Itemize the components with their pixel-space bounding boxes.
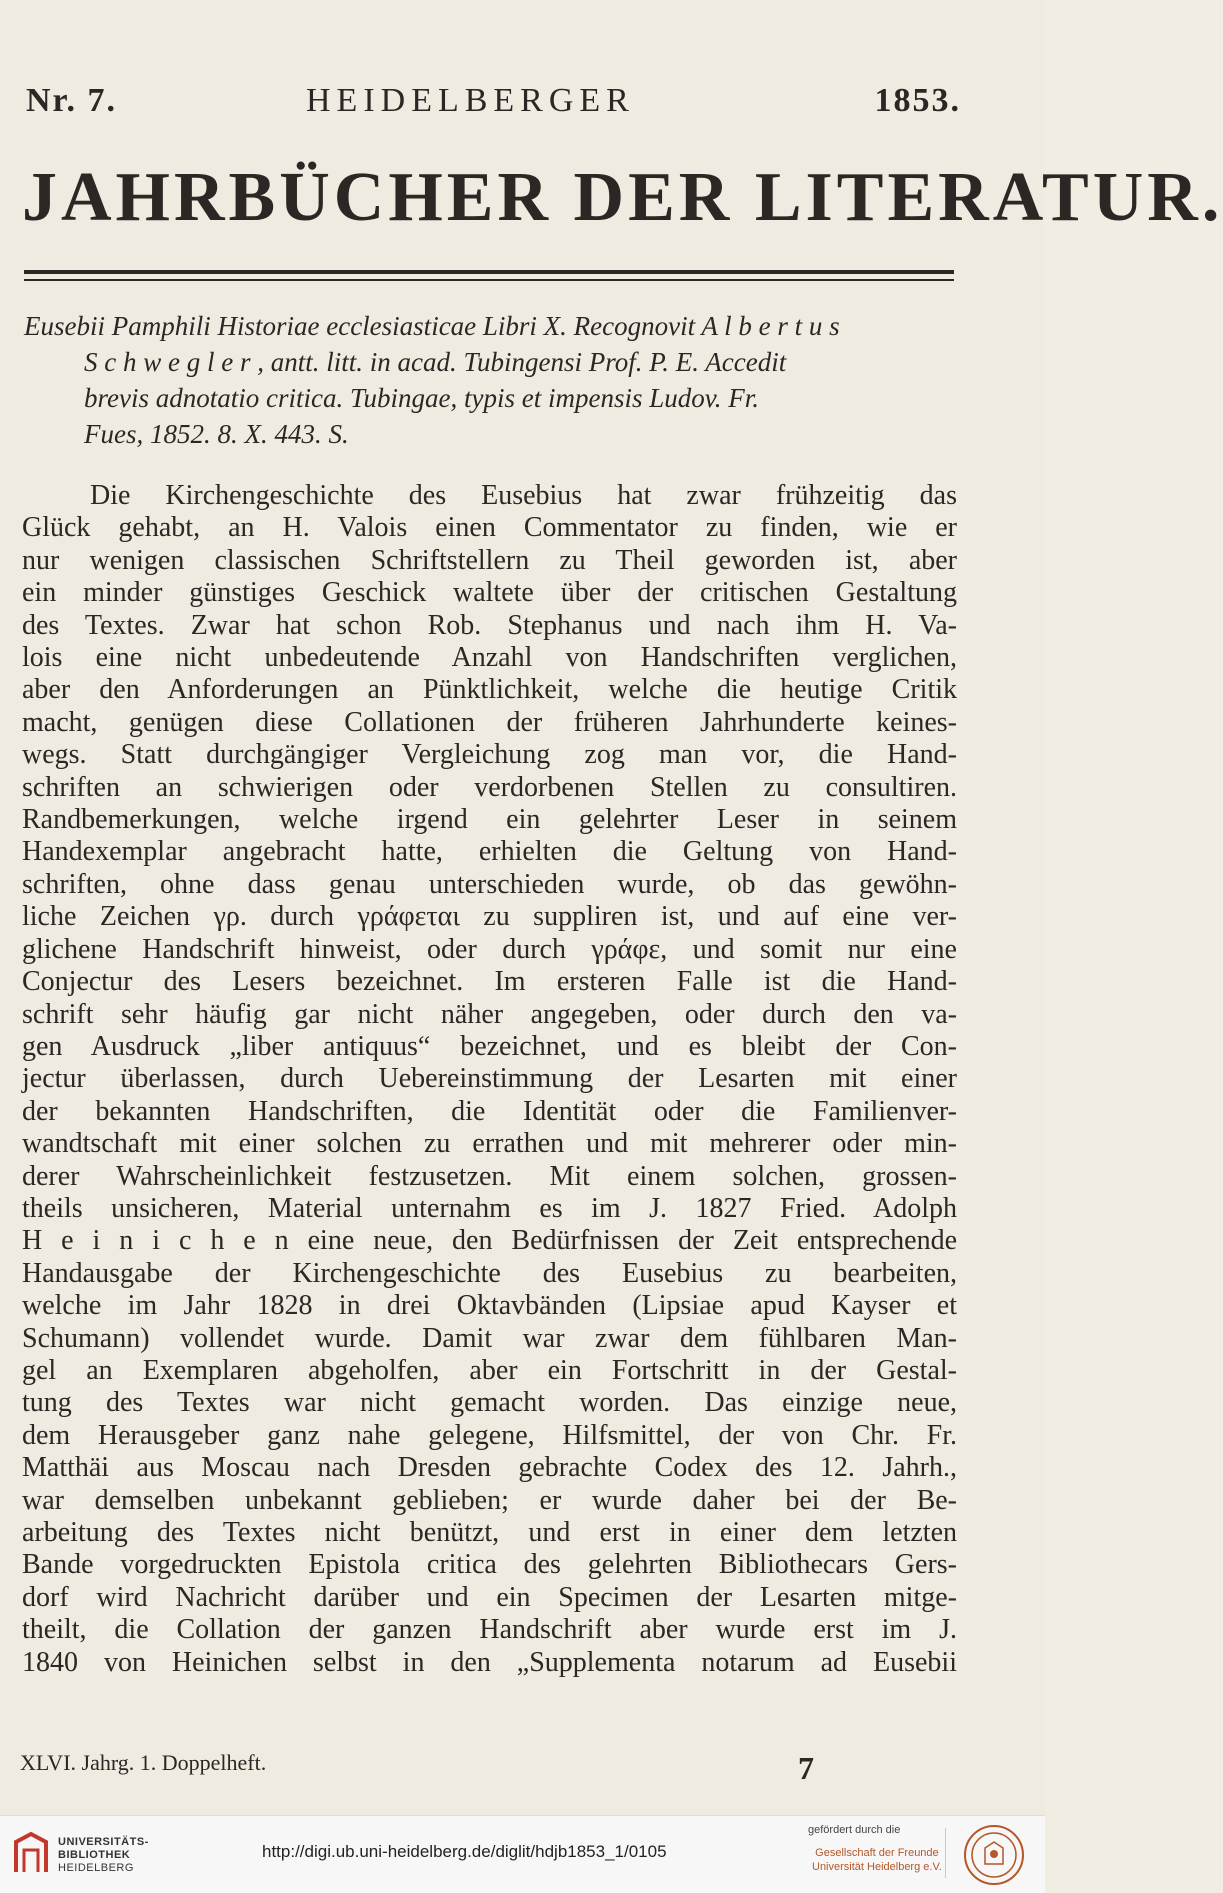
- society-name-line: Gesellschaft der Freunde: [815, 1847, 939, 1859]
- issue-number: Nr. 7.: [26, 82, 118, 119]
- body-line: wegs. Statt durchgängiger Vergleichung zog man vor, die Hand-: [22, 739, 957, 771]
- body-line: Matthäi aus Moscau nach Dresden gebrachte Codex des 12. Jahrh.,: [22, 1452, 957, 1484]
- body-line: Conjectur des Lesers bezeichnet. Im ersteren Falle ist die Hand-: [22, 966, 957, 998]
- body-line: nur wenigen classischen Schriftstellern zu Theil geworden ist, aber: [22, 544, 957, 576]
- divider: [945, 1828, 946, 1878]
- body-line: tung des Textes war nicht gemacht worden. Das einzige neue,: [22, 1387, 957, 1419]
- society-name: [812, 1846, 942, 1874]
- body-line: gel an Exemplaren abgeholfen, aber ein Fortschritt in der Gestal-: [22, 1354, 957, 1386]
- title-rule-thin: [24, 279, 954, 281]
- body-line: jectur überlassen, durch Uebereinstimmung der Lesarten mit einer: [22, 1063, 957, 1095]
- university-library-logo-icon: [12, 1832, 50, 1876]
- library-name-line: HEIDELBERG: [58, 1862, 134, 1874]
- publisher-name: HEIDELBERGER: [306, 82, 635, 119]
- body-line: H e i n i c h e n eine neue, den Bedürfnissen der Zeit entsprechende: [22, 1225, 957, 1257]
- university-seal-icon: [963, 1824, 1025, 1886]
- body-line: dorf wird Nachricht darüber und ein Specimen der Lesarten mitge-: [22, 1581, 957, 1613]
- article-body: [22, 480, 957, 1679]
- title-rule: [24, 270, 954, 274]
- library-name-line: UNIVERSITÄTS-: [58, 1836, 149, 1848]
- body-line: theils unsicheren, Material unternahm es im J. 1827 Fried. Adolph: [22, 1192, 957, 1224]
- citation-line: S c h w e g l e r , antt. litt. in acad. Tubingensi Prof. P. E. Accedit: [84, 347, 787, 377]
- citation-line: brevis adnotatio critica. Tubingae, typis et impensis Ludov. Fr.: [84, 383, 759, 413]
- body-line: Bande vorgedruckten Epistola critica des gelehrten Bibliothecars Gers-: [22, 1549, 957, 1581]
- citation-line: Eusebii Pamphili Historiae ecclesiasticae Libri X. Recognovit A l b e r t u s: [24, 311, 840, 341]
- body-line: glichene Handschrift hinweist, oder durch γράφε, und somit nur eine: [22, 933, 957, 965]
- journal-title: JAHRBÜCHER DER LITERATUR.: [22, 159, 1223, 236]
- page-url-link[interactable]: http://digi.ub.uni-heidelberg.de/diglit/hdjb1853_1/0105: [262, 1842, 667, 1861]
- body-line: dem Herausgeber ganz nahe gelegene, Hilfsmittel, der von Chr. Fr.: [22, 1419, 957, 1451]
- body-line: macht, genügen diese Collationen der früheren Jahrhunderte keines-: [22, 706, 957, 738]
- book-citation: [24, 308, 954, 452]
- funded-by-label: gefördert durch die: [808, 1824, 901, 1836]
- folio-number: 7: [798, 1750, 814, 1786]
- body-line: wandtschaft mit einer solchen zu errathen und mit mehrerer oder min-: [22, 1128, 957, 1160]
- body-line: der bekannten Handschriften, die Identität oder die Familienver-: [22, 1095, 957, 1127]
- issue-year: 1853.: [874, 82, 961, 119]
- library-name: [58, 1836, 149, 1875]
- body-line: theilt, die Collation der ganzen Handschrift aber wurde erst im J.: [22, 1614, 957, 1646]
- body-line: gen Ausdruck „liber antiquus“ bezeichnet, und es bleibt der Con-: [22, 1030, 957, 1062]
- body-line: arbeitung des Textes nicht benützt, und erst in einer dem letzten: [22, 1517, 957, 1548]
- body-line: Handexemplar angebracht hatte, erhielten die Geltung von Hand-: [22, 836, 957, 868]
- body-line: derer Wahrscheinlichkeit festzusetzen. Mit einem solchen, grossen-: [22, 1160, 957, 1192]
- body-line: 1840 von Heinichen selbst in den „Supplementa notarum ad Eusebii: [22, 1646, 957, 1678]
- body-line: aber den Anforderungen an Pünktlichkeit, welche die heutige Critik: [22, 674, 957, 706]
- body-line: ein minder günstiges Geschick waltete über der critischen Gestaltung: [22, 577, 957, 609]
- body-line: liche Zeichen γρ. durch γράφεται zu suppliren ist, und auf eine ver-: [22, 901, 957, 933]
- body-line: Randbemerkungen, welche irgend ein gelehrter Leser in seinem: [22, 804, 957, 836]
- society-name-line: Universität Heidelberg e.V.: [812, 1861, 942, 1873]
- body-line: schrift sehr häufig gar nicht näher angegeben, oder durch den va-: [22, 998, 957, 1030]
- body-line: schriften an schwierigen oder verdorbenen Stellen zu consultiren.: [22, 771, 957, 803]
- body-line: schriften, ohne dass genau unterschieden wurde, ob das gewöhn-: [22, 868, 957, 900]
- body-line: des Textes. Zwar hat schon Rob. Stephanus und nach ihm H. Va-: [22, 609, 957, 641]
- body-line: Handausgabe der Kirchengeschichte des Eusebius zu bearbeiten,: [22, 1257, 957, 1289]
- body-line: Schumann) vollendet wurde. Damit war zwar dem fühlbaren Man-: [22, 1322, 957, 1354]
- body-line: war demselben unbekannt geblieben; er wurde daher bei der Be-: [22, 1484, 957, 1516]
- body-line: Glück gehabt, an H. Valois einen Commentator zu finden, wie er: [22, 512, 957, 544]
- digital-library-bar: [0, 1815, 1045, 1893]
- citation-line: Fues, 1852. 8. X. 443. S.: [84, 419, 349, 449]
- body-line: welche im Jahr 1828 in drei Oktavbänden (Lipsiae apud Kayser et: [22, 1290, 957, 1322]
- body-line: lois eine nicht unbedeutende Anzahl von Handschriften verglichen,: [22, 642, 957, 674]
- volume-footer: XLVI. Jahrg. 1. Doppelheft.: [20, 1750, 267, 1775]
- body-line: Die Kirchengeschichte des Eusebius hat zwar frühzeitig das: [90, 480, 957, 511]
- library-name-line: BIBLIOTHEK: [58, 1849, 131, 1861]
